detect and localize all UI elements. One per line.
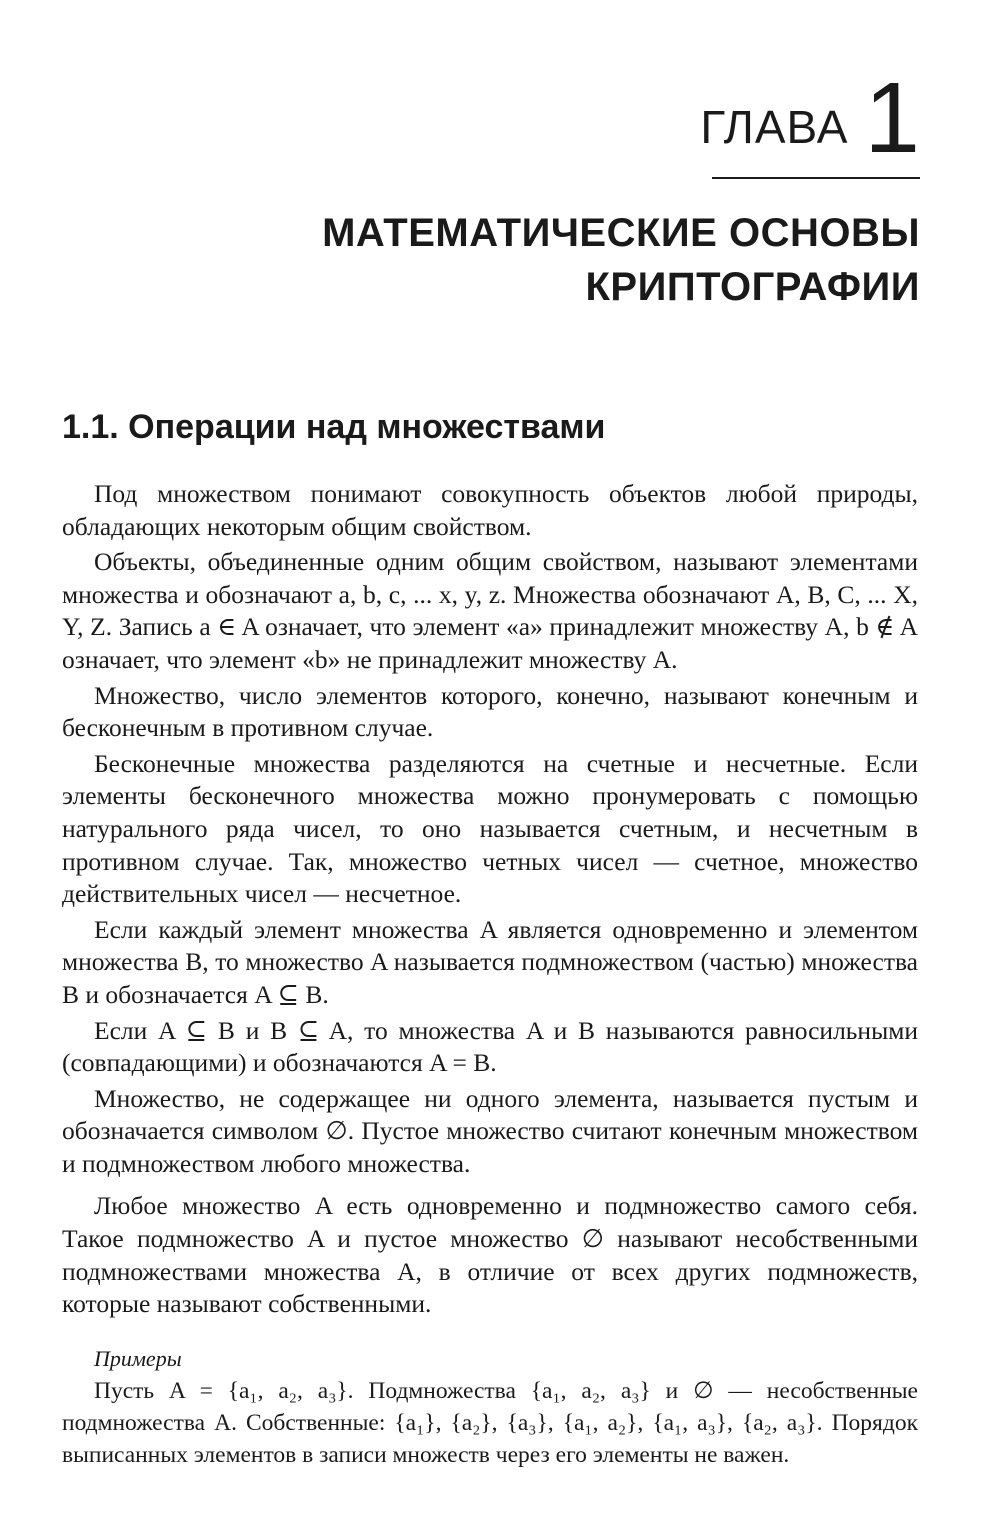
paragraph: Под множеством понимают совокупность объектов любой природы, обладающих некоторым общим свойством. [62, 479, 918, 541]
paragraph: Объекты, объединенные одним общим свойством, называют элементами множества и обозначают a, b, c, ... x, y, z. Множества обозначают A, B, C, ... X, Y, Z. Запись a ∈ A означает, что элемент «a» принадлежит множеству A, b ∉ A означает, что элемент «b» не принадлежит множеству A. [62, 547, 918, 674]
chapter-word: ГЛАВА [700, 101, 849, 153]
paragraph: Бесконечные множества разделяются на счетные и несчетные. Если элементы бесконечного множества можно пронумеровать с помощью натурального ряда чисел, то оно называется счетным, и несчетным в противном случае. Так, множество четных чисел — счетное, множество действительных чисел — несчетное. [62, 748, 918, 909]
chapter-rule [712, 177, 920, 179]
paragraph: Множество, число элементов которого, конечно, называют конечным и бесконечным в противном случае. [62, 680, 918, 743]
examples-text: Пусть A = {a₁, a₂, a₃}. Подмножества {a₁, a₂, a₃} и ∅ — несобственные подмножества A. Собственные: {a₁}, {a₂}, {a₃}, {a₁, a₂}, {a₁, a₃}, {a₂, a₃}. Порядок выписанных элементов в записи множеств через его элементы не важен. [62, 1377, 918, 1468]
body-text [62, 478, 918, 1471]
paragraph: Если каждый элемент множества A является одновременно и элементом множества B, то множество A называется подмножеством (частью) множества B и обозначается A ⊆ B. [62, 914, 918, 1009]
examples-heading: Примеры [94, 1345, 182, 1371]
paragraph: Если A ⊆ B и B ⊆ A, то множества A и B называются равносильными (совпадающими) и обозначаются A = B. [62, 1015, 918, 1078]
chapter-title-line-2: КРИПТОГРАФИИ [585, 265, 920, 309]
examples-block [62, 1375, 918, 1471]
chapter-label [700, 62, 920, 174]
section-title: 1.1. Операции над множествами [62, 408, 606, 446]
paragraph: Любое множество A есть одновременно и подмножество самого себя. Такое подмножество A и пустое множество ∅ называют несобственными подмножествами множества A, в отличие от всех других подмножеств, которые называют собственными. [62, 1191, 918, 1319]
chapter-title [160, 206, 920, 314]
chapter-number: 1 [864, 62, 920, 174]
paragraph: Множество, не содержащее ни одного элемента, называется пустым и обозначается символом ∅. Пустое множество считают конечным множеством и подмножеством любого множества. [62, 1083, 918, 1178]
chapter-title-line-1: МАТЕМАТИЧЕСКИЕ ОСНОВЫ [322, 211, 920, 255]
